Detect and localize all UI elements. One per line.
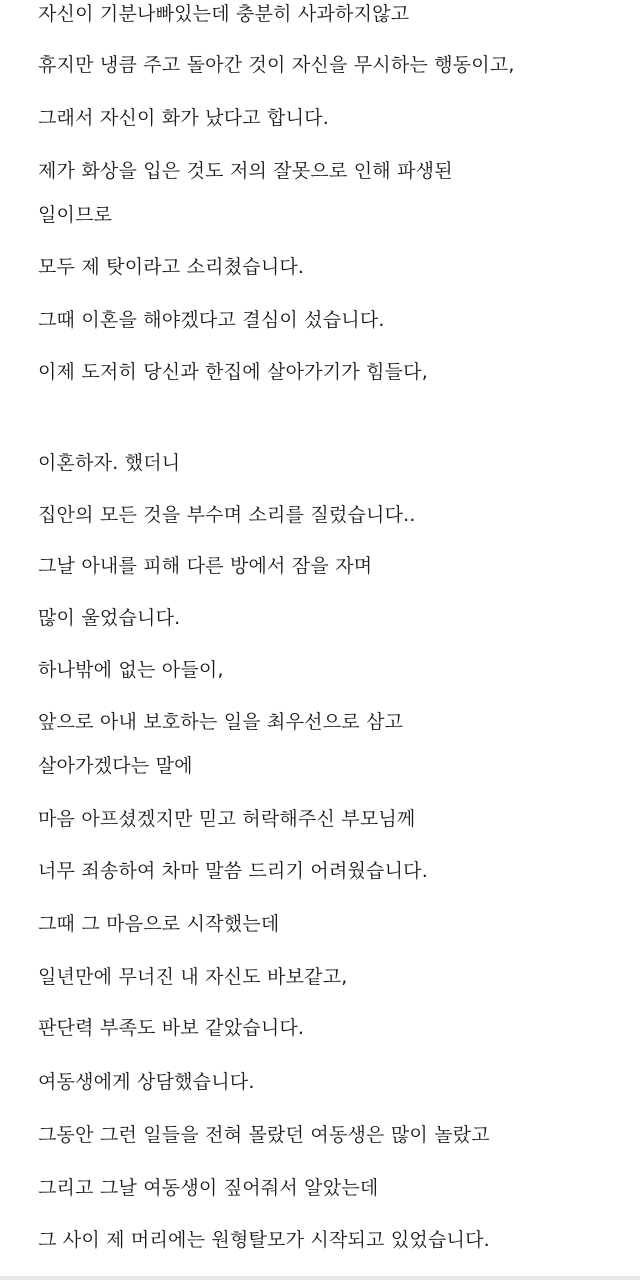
text-line: 그리고 그날 여동생이 짚어줘서 알았는데 [38,1177,379,1199]
text-line: 마음 아프셨겠지만 믿고 허락해주신 부모님께 [38,808,416,830]
text-line: 그날 아내를 피해 다른 방에서 잠을 자며 [38,555,373,577]
text-line: 일년만에 무너진 내 자신도 바보같고, [38,966,348,988]
text-line: 그래서 자신이 화가 났다고 합니다. [38,107,329,129]
text-line: 일이므로 [38,204,113,226]
text-line: 모두 제 탓이라고 소리쳤습니다. [38,256,305,278]
text-line: 그동안 그런 일들을 전혀 몰랐던 여동생은 많이 놀랐고 [38,1124,490,1146]
text-line: 자신이 기분나빠있는데 충분히 사과하지않고 [38,3,410,25]
text-line: 살아가겠다는 말에 [38,755,193,777]
text-line: 그 사이 제 머리에는 원형탈모가 시작되고 있었습니다. [38,1229,490,1251]
bottom-divider [0,1276,640,1280]
text-line: 이혼하자. 했더니 [38,452,181,474]
text-line: 그때 이혼을 해야겠다고 결심이 섰습니다. [38,309,385,331]
text-line: 제가 화상을 입은 것도 저의 잘못으로 인해 파생된 [38,160,453,182]
text-line: 집안의 모든 것을 부수며 소리를 질렀습니다.. [38,504,416,526]
text-line: 하나밖에 없는 아들이, [38,659,224,681]
text-line: 휴지만 냉큼 주고 돌아간 것이 자신을 무시하는 행동이고, [38,54,515,76]
text-line: 판단력 부족도 바보 같았습니다. [38,1017,305,1039]
text-line: 여동생에게 상담했습니다. [38,1071,255,1093]
text-line: 그때 그 마음으로 시작했는데 [38,913,280,935]
text-line: 너무 죄송하여 차마 말씀 드리기 어려웠습니다. [38,860,428,882]
text-line: 이제 도저히 당신과 한집에 살아가기가 힘들다, [38,361,428,383]
text-line: 앞으로 아내 보호하는 일을 최우선으로 삼고 [38,711,404,733]
text-line: 많이 울었습니다. [38,607,181,629]
